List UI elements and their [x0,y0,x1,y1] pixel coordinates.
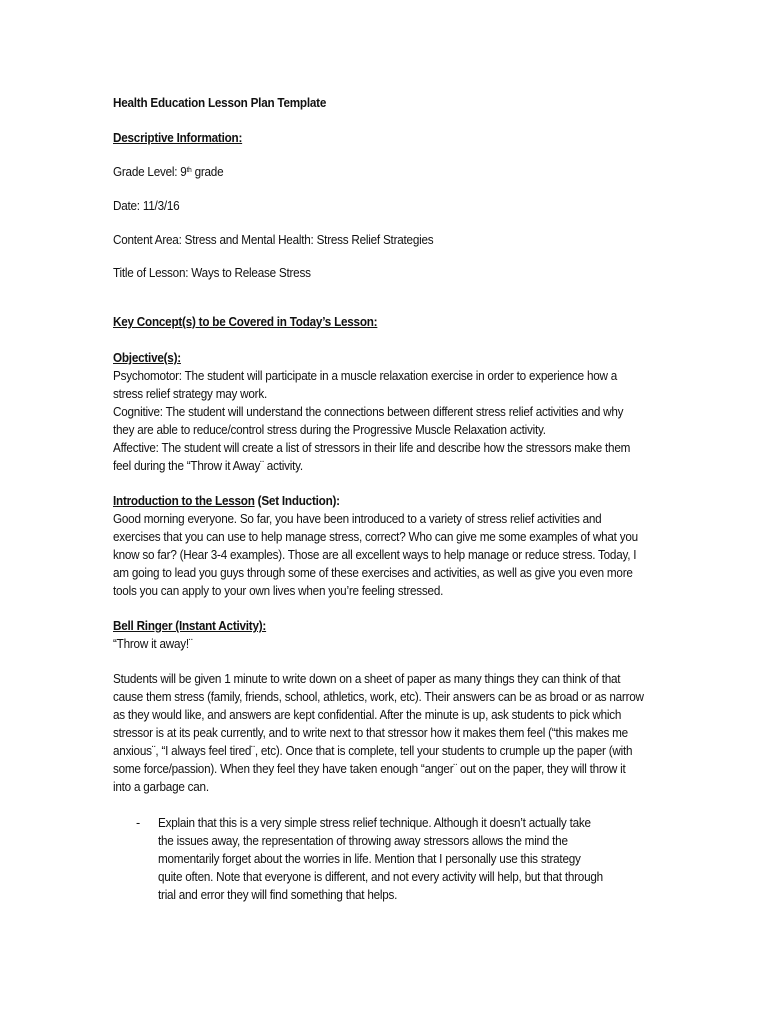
objective-line: they are able to reduce/control stress during the Progressive Muscle Relaxation activity. [113,423,546,437]
bell-ringer-heading: Bell Ringer (Instant Activity): [113,619,267,633]
introduction-heading [113,492,671,510]
document-title: Health Education Lesson Plan Template [113,96,327,110]
bell-ringer-paragraph [113,670,671,796]
introduction-heading-underlined: Introduction to the Lesson [113,494,255,508]
introduction-line: am going to lead you guys through some of these exercises and activities, as well as give you even more [113,566,633,580]
date-line: Date: 11/3/16 [113,199,180,213]
bullet-paragraph [158,814,642,904]
bell-ringer-line: as they would like, and answers are kept confidential. After the minute is up, ask students to pick which [113,708,622,722]
grade-label: Grade Level: 9 [113,165,187,179]
content-area-line: Content Area: Stress and Mental Health: Stress Relief Strategies [113,233,434,247]
introduction-line: tools you can apply to your own lives when you’re feeling stressed. [113,584,444,598]
bullet-line: Explain that this is a very simple stress relief technique. Although it doesn’t actually take [158,816,591,830]
bell-ringer-line: into a garbage can. [113,780,209,794]
bullet-line: momentarily forget about the worries in life. Mention that I personally use this strategy [158,852,581,866]
objectives-heading: Objective(s): [113,351,181,365]
introduction-paragraph [113,510,671,600]
bell-ringer-line: some force/passion). When they feel they have taken enough “anger¨ out on the paper, they will throw it [113,762,626,776]
bell-ringer-line: anxious¨, “I always feel tired¨, etc). Once that is complete, tell your students to crumple up the paper (with [113,744,633,758]
grade-level [113,163,671,181]
bell-ringer-subtitle: “Throw it away!¨ [113,637,193,651]
grade-sup: th [186,167,192,174]
introduction-line: know so far? (Hear 3-4 examples). Those are all excellent ways to help manage or reduce stress. Today, I [113,548,637,562]
objective-line: feel during the “Throw it Away¨ activity. [113,459,303,473]
bullet-line: quite often. Note that everyone is different, and not every activity will help, but that through [158,870,603,884]
bell-ringer-line: cause them stress (family, friends, school, athletics, work, etc). Their answers can be as broad or as narrow [113,690,644,704]
bullet-line: the issues away, the representation of throwing away stressors allows the mind the [158,834,568,848]
objective-line: Psychomotor: The student will participate in a muscle relaxation exercise in order to experience how a [113,369,618,383]
objective-line: stress relief strategy may work. [113,387,267,401]
bell-ringer-line: Students will be given 1 minute to write down on a sheet of paper as many things they can think of that [113,672,621,686]
introduction-line: exercises that you can use to help manage stress, correct? Who can give me some examples of what you [113,530,638,544]
key-concepts-heading: Key Concept(s) to be Covered in Today’s Lesson: [113,315,378,329]
introduction-line: Good morning everyone. So far, you have been introduced to a variety of stress relief activities and [113,512,602,526]
descriptive-heading: Descriptive Information: [113,131,243,145]
objective-line: Cognitive: The student will understand the connections between different stress relief activities and why [113,405,624,419]
bell-ringer-line: stressor is at its peak currently, and to write next to that stressor how it makes them feel (“this makes me [113,726,628,740]
bullet-line: trial and error they will find something that helps. [158,888,398,902]
introduction-heading-rest: (Set Induction): [254,494,340,508]
grade-suffix: grade [191,165,224,179]
bullet-dash: - [136,816,141,830]
lesson-title-line: Title of Lesson: Ways to Release Stress [113,266,311,280]
objective-line: Affective: The student will create a list of stressors in their life and describe how the stressors make them [113,441,631,455]
objectives-paragraph [113,367,671,475]
